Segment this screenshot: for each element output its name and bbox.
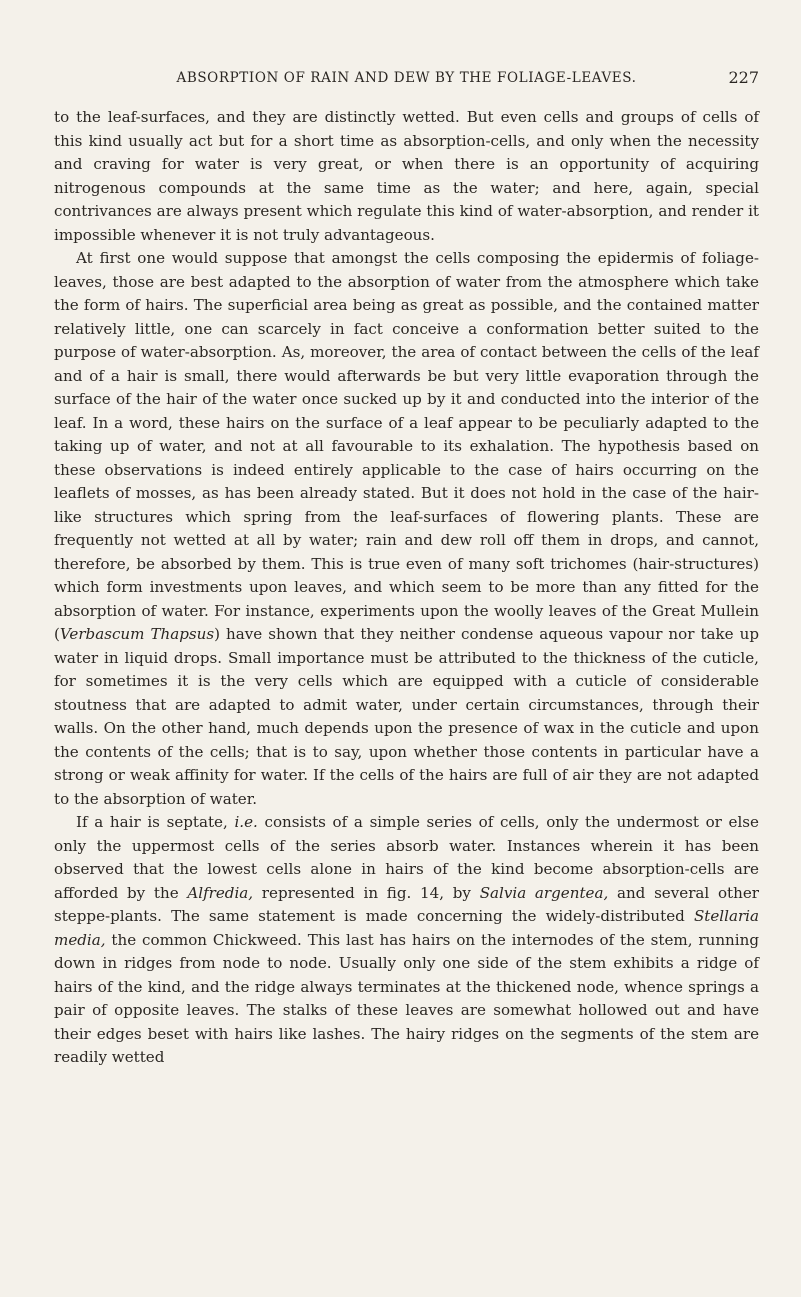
paragraph-2-text-b: ) have shown that they neither condense aqueous vapour nor take up water in liquid drops. Small importance must be attributed to the thickness of the cuticle, for sometimes it is the very cells which are equipped with a cuticle of considerable stoutness that are adapted to admit water, under certain circumstances, through their walls. On the other hand, much depends upon the presence of wax in the cuticle and upon the contents of the cells; that is to say, upon whether those contents in particular have a strong or weak affinity for water. If the cells of the hairs are full of air they are not adapted to the absorption of water.	[54, 625, 760, 808]
species-name-stellaria: Stellaria media,	[54, 907, 759, 949]
page-number: 227	[728, 68, 759, 87]
running-head-title: ABSORPTION OF RAIN AND DEW BY THE FOLIAGE-LEAVES.	[176, 70, 637, 86]
abbrev-ie: i.e.	[234, 813, 258, 831]
paragraph-3-text-c: represented in fig. 14, by	[253, 883, 480, 902]
paragraph-3-text-a: If a hair is septate,	[76, 813, 235, 831]
species-name-verbascum: Verbascum Thapsus	[59, 625, 215, 643]
paragraph-3	[54, 811, 759, 1070]
paragraph-3-text-e: the common Chickweed. This last has hairs on the internodes of the stem, running down in ridges from node to node. Usually only one side of the stem exhibits a ridge of hairs of the kind, and the ridge always terminates at the thickened node, whence springs a pair of opposite leaves. The stalks of these leaves are somewhat hollowed out and have their edges beset with hairs like lashes. The hairy ridges on the segments of the stem are readily wetted	[54, 930, 759, 1066]
paragraph-3-text-b: consists of a simple series of cells, only the undermost or else only the uppermost cells of the series absorb water. Instances wherein it has been observed that the lowest cells alone in hairs of the kind become absorption-cells are afforded by the	[54, 813, 759, 902]
body-text	[54, 106, 759, 1070]
paragraph-1: to the leaf-surfaces, and they are distinctly wetted. But even cells and groups of cells of this kind usually act but for a short time as absorption-cells, and only when the necessity and craving for water is very great, or when there is an opportunity of acquiring nitrogenous compounds at the same time as the water; and here, again, special contrivances are always present which regulate this kind of water-absorption, and render it impossible whenever it is not truly advantageous.	[54, 108, 759, 244]
running-head	[54, 70, 759, 90]
species-name-salvia: Salvia argentea,	[479, 883, 609, 902]
paragraph-2	[54, 247, 759, 811]
genus-name-alfredia: Alfredia,	[187, 883, 254, 902]
paragraph-2-text-a: At first one would suppose that amongst the cells composing the epidermis of foliage-leaves, those are best adapted to the absorption of water from the atmosphere which take the form of hairs. The superficial area being as great as possible, and the contained matter relatively little, one can scarcely in fact conceive a conformation better suited to the purpose of water-absorption. As, moreover, the area of contact between the cells of the leaf and of a hair is small, there would afterwards be but very little evaporation through the surface of the hair of the water once sucked up by it and conducted into the interior of the leaf. In a word, these hairs on the surface of a leaf appear to be peculiarly adapted to the taking up of water, and not at all favourable to its exhalation. The hypothesis based on these observations is indeed entirely applicable to the case of hairs occurring on the leaflets of mosses, as has been already stated. But it does not hold in the case of the hair-like structures which spring from the leaf-surfaces of flowering plants. These are frequently not wetted at all by water; rain and dew roll off them in drops, and cannot, therefore, be absorbed by them. This is true even of many soft trichomes (hair-structures) which form investments upon leaves, and which seem to be more than any fitted for the absorption of water. For instance, experiments upon the woolly leaves of the Great Mullein (	[54, 249, 759, 643]
paragraph-3-text-d: and several other steppe-plants. The same statement is made concerning the widely-distributed	[54, 883, 759, 925]
